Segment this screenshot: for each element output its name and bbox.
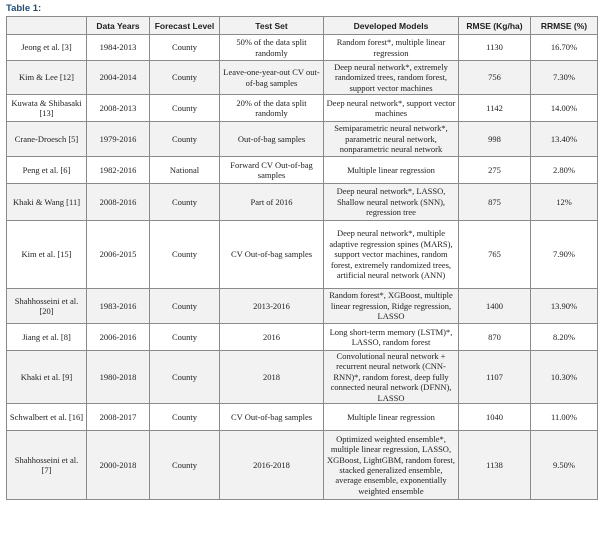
cell-rmse: 275	[459, 157, 531, 184]
cell-rrmse: 13.90%	[531, 289, 598, 324]
header-forecast-level: Forecast Level	[150, 17, 220, 35]
cell-developed-models: Deep neural network*, extremely randomized trees, random forest, support vector machines	[324, 61, 459, 95]
table-row	[7, 61, 598, 95]
cell-study: Kim & Lee [12]	[7, 61, 87, 95]
cell-forecast-level: National	[150, 157, 220, 184]
cell-rrmse: 7.30%	[531, 61, 598, 95]
cell-study: Shahhosseini et al. [7]	[7, 431, 87, 500]
table-row	[7, 324, 598, 351]
cell-forecast-level: County	[150, 95, 220, 122]
cell-test-set: Leave-one-year-out CV out-of-bag samples	[220, 61, 324, 95]
table-row	[7, 157, 598, 184]
cell-test-set: Forward CV Out-of-bag samples	[220, 157, 324, 184]
cell-rmse: 998	[459, 122, 531, 157]
cell-rmse: 765	[459, 221, 531, 289]
cell-forecast-level: County	[150, 431, 220, 500]
cell-forecast-level: County	[150, 221, 220, 289]
cell-rmse: 1040	[459, 404, 531, 431]
cell-data-years: 1983-2016	[87, 289, 150, 324]
cell-rrmse: 9.50%	[531, 431, 598, 500]
cell-test-set: CV Out-of-bag samples	[220, 404, 324, 431]
table-row	[7, 289, 598, 324]
cell-rmse: 1138	[459, 431, 531, 500]
cell-rmse: 1107	[459, 351, 531, 404]
cell-developed-models: Random forest*, multiple linear regression	[324, 35, 459, 61]
cell-developed-models: Optimized weighted ensemble*, multiple linear regression, LASSO, XGBoost, LightGBM, random forest, stacked generalized ensemble, average ensemble, exponentially weighted ensemble	[324, 431, 459, 500]
table-row	[7, 404, 598, 431]
cell-developed-models: Random forest*, XGBoost, multiple linear regression, Ridge regression, LASSO	[324, 289, 459, 324]
table-row	[7, 431, 598, 500]
cell-rrmse: 11.00%	[531, 404, 598, 431]
cell-forecast-level: County	[150, 61, 220, 95]
table-header	[7, 17, 598, 35]
cell-rrmse: 14.00%	[531, 95, 598, 122]
cell-forecast-level: County	[150, 122, 220, 157]
table-row	[7, 122, 598, 157]
cell-forecast-level: County	[150, 35, 220, 61]
cell-test-set: CV Out-of-bag samples	[220, 221, 324, 289]
cell-rrmse: 10.30%	[531, 351, 598, 404]
cell-rmse: 875	[459, 184, 531, 221]
cell-data-years: 2006-2016	[87, 324, 150, 351]
cell-study: Crane-Droesch [5]	[7, 122, 87, 157]
cell-study: Khaki & Wang [11]	[7, 184, 87, 221]
cell-rrmse: 2.80%	[531, 157, 598, 184]
cell-developed-models: Deep neural network*, multiple adaptive regression spines (MARS), support vector machines, random forest, extremely randomized trees, artificial neural network (ANN)	[324, 221, 459, 289]
table-body	[7, 35, 598, 500]
header-row	[7, 17, 598, 35]
header-rrmse: RRMSE (%)	[531, 17, 598, 35]
cell-test-set: 50% of the data split randomly	[220, 35, 324, 61]
cell-study: Khaki et al. [9]	[7, 351, 87, 404]
header-data-years: Data Years	[87, 17, 150, 35]
table-row	[7, 351, 598, 404]
header-test-set: Test Set	[220, 17, 324, 35]
cell-test-set: 2013-2016	[220, 289, 324, 324]
cell-test-set: Out-of-bag samples	[220, 122, 324, 157]
cell-data-years: 1982-2016	[87, 157, 150, 184]
cell-rmse: 756	[459, 61, 531, 95]
cell-study: Peng et al. [6]	[7, 157, 87, 184]
header-rmse: RMSE (Kg/ha)	[459, 17, 531, 35]
cell-data-years: 1984-2013	[87, 35, 150, 61]
cell-rrmse: 16.70%	[531, 35, 598, 61]
table-row	[7, 95, 598, 122]
cell-study: Shahhosseini et al. [20]	[7, 289, 87, 324]
cell-data-years: 2006-2015	[87, 221, 150, 289]
cell-rrmse: 8.20%	[531, 324, 598, 351]
cell-forecast-level: County	[150, 351, 220, 404]
cell-forecast-level: County	[150, 289, 220, 324]
cell-study: Schwalbert et al. [16]	[7, 404, 87, 431]
cell-test-set: 2016-2018	[220, 431, 324, 500]
cell-data-years: 2008-2016	[87, 184, 150, 221]
cell-rmse: 1400	[459, 289, 531, 324]
cell-developed-models: Long short-term memory (LSTM)*, LASSO, random forest	[324, 324, 459, 351]
cell-data-years: 2004-2014	[87, 61, 150, 95]
cell-rmse: 1142	[459, 95, 531, 122]
cell-study: Jiang et al. [8]	[7, 324, 87, 351]
table-caption: Table 1:	[6, 3, 42, 14]
cell-developed-models: Multiple linear regression	[324, 157, 459, 184]
cell-forecast-level: County	[150, 184, 220, 221]
cell-study: Kim et al. [15]	[7, 221, 87, 289]
cell-developed-models: Deep neural network*, LASSO, Shallow neural network (SNN), regression tree	[324, 184, 459, 221]
cell-data-years: 1980-2018	[87, 351, 150, 404]
cell-developed-models: Multiple linear regression	[324, 404, 459, 431]
cell-test-set: 20% of the data split randomly	[220, 95, 324, 122]
header-developed-models: Developed Models	[324, 17, 459, 35]
table-row	[7, 184, 598, 221]
results-table	[6, 16, 598, 500]
cell-rrmse: 12%	[531, 184, 598, 221]
cell-data-years: 2008-2017	[87, 404, 150, 431]
cell-forecast-level: County	[150, 404, 220, 431]
cell-test-set: 2018	[220, 351, 324, 404]
cell-developed-models: Convolutional neural network + recurrent neural network (CNN-RNN)*, random forest, deep fully connected neural network (DFNN), LASSO	[324, 351, 459, 404]
cell-data-years: 2000-2018	[87, 431, 150, 500]
cell-forecast-level: County	[150, 324, 220, 351]
cell-rmse: 1130	[459, 35, 531, 61]
cell-developed-models: Semiparametric neural network*, parametric neural network, nonparametric neural network	[324, 122, 459, 157]
table-row	[7, 221, 598, 289]
cell-study: Jeong et al. [3]	[7, 35, 87, 61]
table-row	[7, 35, 598, 61]
cell-rrmse: 7.90%	[531, 221, 598, 289]
cell-study: Kuwata & Shibasaki [13]	[7, 95, 87, 122]
cell-data-years: 2008-2013	[87, 95, 150, 122]
cell-developed-models: Deep neural network*, support vector machines	[324, 95, 459, 122]
cell-test-set: Part of 2016	[220, 184, 324, 221]
cell-data-years: 1979-2016	[87, 122, 150, 157]
cell-rrmse: 13.40%	[531, 122, 598, 157]
header-study	[7, 17, 87, 35]
cell-rmse: 870	[459, 324, 531, 351]
cell-test-set: 2016	[220, 324, 324, 351]
